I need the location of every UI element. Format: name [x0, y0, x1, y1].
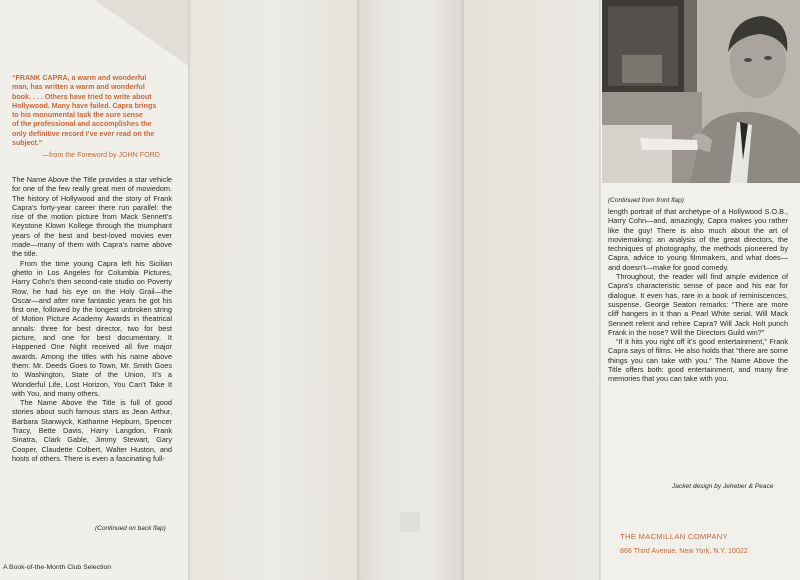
quote-attribution: —from the Foreword by JOHN FORD: [42, 151, 160, 159]
continued-on-back-note: (Continued on back flap): [95, 525, 166, 532]
quote-line: to his monumental task the sure sense: [12, 111, 143, 120]
quote-line: of the professional and accomplishes the: [12, 120, 152, 129]
left-paragraph-1: The Name Above the Title provides a star vehicle for one of the few really great men of moviedom. The history of Hollywood and the story of Frank Capra’s forty-year career there run parallel: the rise of the motion picture from Mack Sennett’s Keystone Klown Kollege through the triumphant years of the best and best-loved movies ever made—many of them with Capra’s name above the title.: [12, 175, 172, 259]
right-paragraph-2: Throughout, the reader will find ample evidence of Capra’s characteristic sense of pace and his ear for dialogue. It even has, rare in a book of reminiscences, suspense. George Seaton remarks: “There are more cliff hangers in it than a Pearl White serial. Will Mack Sennett relent and rehire Capra? Will Jack Holt punch Frank in the nose? Will the Directors Guild win?”: [608, 272, 788, 337]
book-club-line: A Book-of-the-Month Club Selection: [3, 564, 112, 571]
quote-line: Hollywood. Many have failed. Capra brings: [12, 101, 157, 110]
author-photo-graphic: [602, 0, 800, 183]
fold-line: [357, 0, 359, 580]
author-photo: [602, 0, 800, 183]
left-flap-body: [12, 175, 172, 463]
fold-line: [599, 0, 601, 580]
left-paragraph-3: The Name Above the Title is full of good stories about such famous stars as Jean Arthur, Barbara Stanwyck, Katharine Hepburn, Spencer Tracy, Bette Davis, Harry Langdon, Frank Sinatra, Clark Gable, Jimmy Stewart, Gary Cooper, Claudette Colbert, Walter Huston, and hosts of others. There is even a fascinating full-: [12, 398, 172, 463]
right-flap-body: [608, 207, 788, 384]
sticker-residue: [400, 512, 420, 532]
publisher-name: THE MACMILLAN COMPANY: [620, 532, 728, 541]
quote-line: man, has written a warm and wonderful: [12, 83, 145, 92]
flap-corner-cut: [95, 0, 188, 66]
publisher-address: 866 Third Avenue, New York, N.Y. 10022: [620, 547, 748, 555]
fold-line: [462, 0, 464, 580]
quote-line: book. . . . Others have tried to write about: [12, 92, 152, 101]
quote-line: only definitive record I’ve ever read on the: [12, 129, 155, 138]
foreword-quote: [12, 74, 172, 148]
left-paragraph-2: From the time young Capra left his Sicilian ghetto in Los Angeles for Columbia Pictures, Harry Cohn’s then second-rate studio on Poverty Row, he had his eye on the Holy Grail—the Oscar—and after nine fantastic years he got his first one, followed by the longest unbroken string of Motion Picture Academy Awards in theatrical annals: three for best director, two for best picture, and one for best documentary. It Happened One Night received all five major awards. Among the titles with his name above them: Mr. Deeds Goes to Town, Mr. Smith Goes to Washington, State of the Union, It’s a Wonderful Life, Lost Horizon, You Can’t Take It with You, and many others.: [12, 258, 172, 398]
front-cover-panel: [463, 0, 600, 580]
continued-from-front-note: (Continued from front flap): [608, 197, 684, 204]
jacket-design-credit: Jacket design by Jeheber & Peace: [672, 483, 774, 490]
quote-line: subject.”: [12, 139, 43, 148]
right-paragraph-3: “If it hits you right off it’s good entertainment,” Frank Capra says of films. He also holds that “there are some things you can take with you.” The Name Above the Title offers both: good entertainment, and many fine memories that you can take with you.: [608, 337, 788, 384]
right-paragraph-1: length portrait of that archetype of a Hollywood S.O.B., Harry Cohn—and, amazingly, Capra makes you rather like the guy! There is also much about the art of moviemaking: an analysis of the great directors, the techniques of photography, the methods pioneered by Capra, advice to young filmmakers, and what does—and doesn’t—make for good comedy.: [608, 207, 788, 272]
quote-line: “FRANK CAPRA, a warm and wonderful: [12, 74, 147, 82]
spine-panel: [358, 0, 463, 580]
back-cover-panel: [188, 0, 358, 580]
fold-line: [188, 0, 190, 580]
